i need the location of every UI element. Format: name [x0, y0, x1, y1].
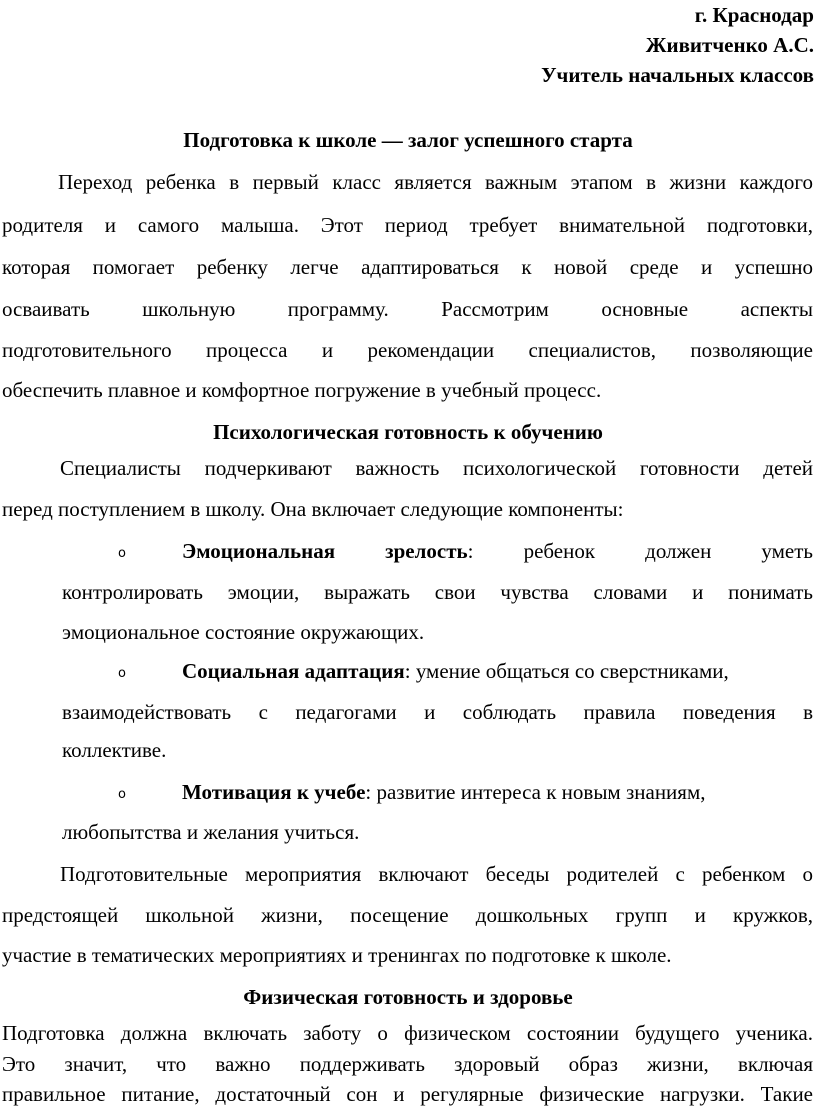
list-item-text: : ребенок должен уметь	[467, 539, 813, 563]
list-item-term: Мотивация к учебе	[182, 780, 366, 804]
paragraph-line: Это значит, что важно поддерживать здоровый образ жизни, включая	[2, 1052, 813, 1076]
intro-line: подготовительного процесса и рекомендации специалистов, позволяющие	[2, 338, 813, 362]
section-heading: Физическая готовность и здоровье	[243, 985, 573, 1009]
bullet-marker: o	[118, 666, 126, 681]
list-item-first-line	[182, 780, 706, 805]
intro-line: осваивать школьную программу. Рассмотрим основные аспекты	[2, 297, 813, 321]
list-item-term: Социальная адаптация	[182, 659, 405, 683]
list-item-term: Эмоциональная зрелость	[182, 539, 468, 563]
paragraph-line: предстоящей школьной жизни, посещение дошкольных групп и кружков,	[2, 903, 813, 927]
intro-line: обеспечить плавное и комфортное погружение в учебный процесс.	[2, 378, 602, 402]
bullet-marker: o	[118, 546, 126, 561]
document-title: Подготовка к школе — залог успешного старта	[183, 128, 633, 152]
position-line: Учитель начальных классов	[541, 63, 814, 87]
list-item-line: контролировать эмоции, выражать свои чувства словами и понимать	[62, 580, 813, 604]
list-item-text: : развитие интереса к новым знаниям,	[365, 780, 706, 804]
paragraph-line: Подготовка должна включать заботу о физическом состоянии будущего ученика.	[2, 1021, 813, 1045]
paragraph-line: Подготовительные мероприятия включают беседы родителей с ребенком о	[60, 862, 813, 886]
author-line: Живитченко А.С.	[645, 33, 814, 57]
list-item-line: любопытства и желания учиться.	[62, 820, 360, 844]
list-item-first-line	[182, 539, 813, 564]
paragraph-line: участие в тематических мероприятиях и тренингах по подготовке к школе.	[2, 943, 672, 967]
paragraph-line: правильное питание, достаточный сон и регулярные физические нагрузки. Такие	[2, 1082, 813, 1106]
list-item-first-line	[182, 659, 729, 684]
intro-line: родителя и самого малыша. Этот период требует внимательной подготовки,	[2, 213, 813, 237]
intro-line: которая помогает ребенку легче адаптироваться к новой среде и успешно	[2, 255, 813, 279]
city-line: г. Краснодар	[694, 3, 814, 27]
section-heading: Психологическая готовность к обучению	[213, 420, 603, 444]
intro-line: Переход ребенка в первый класс является важным этапом в жизни каждого	[58, 170, 813, 194]
paragraph-line: Специалисты подчеркивают важность психологической готовности детей	[60, 456, 813, 480]
list-item-line: эмоциональное состояние окружающих.	[62, 620, 425, 644]
paragraph-line: перед поступлением в школу. Она включает следующие компоненты:	[2, 497, 624, 521]
list-item-text: : умение общаться со сверстниками,	[404, 659, 729, 683]
document-header	[541, 0, 814, 90]
list-item-line: коллективе.	[62, 738, 167, 762]
bullet-marker: o	[118, 787, 126, 802]
list-item-line: взаимодействовать с педагогами и соблюдать правила поведения в	[62, 700, 813, 724]
